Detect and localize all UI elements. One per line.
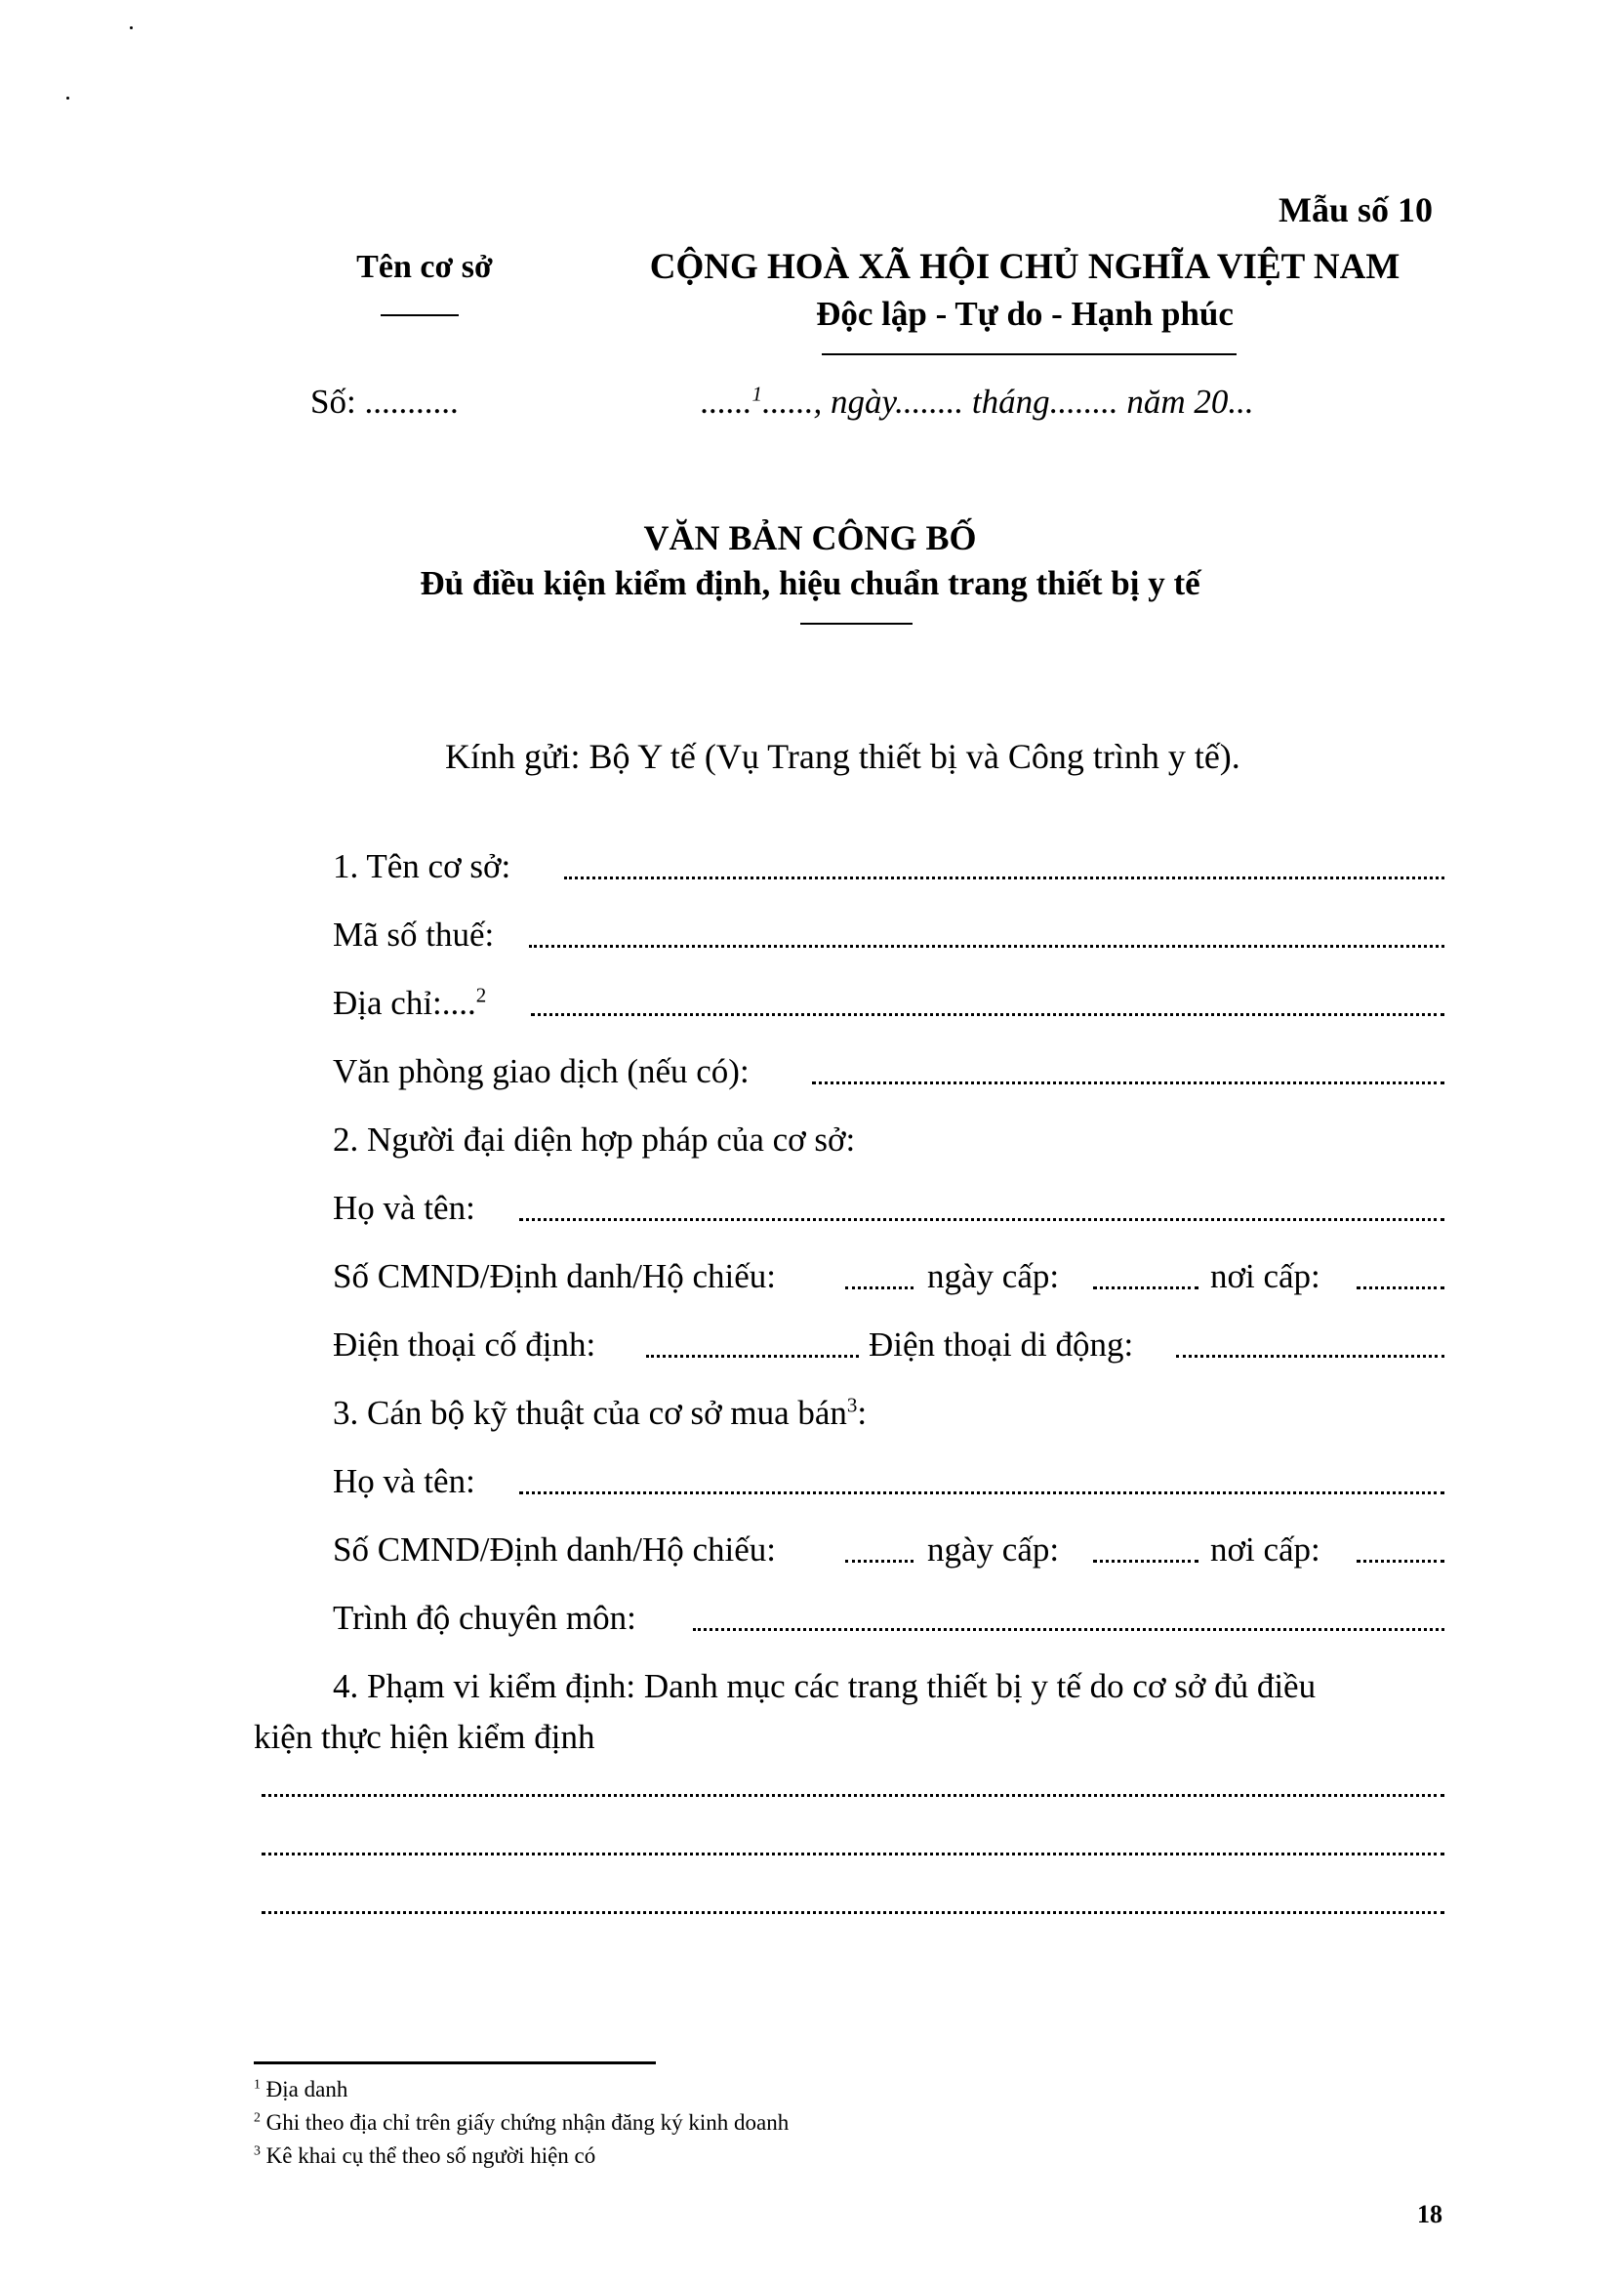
field-tech-id-date-label: ngày cấp: bbox=[927, 1530, 1060, 1569]
field-tech-id-date-input[interactable] bbox=[1093, 1560, 1198, 1563]
field-tech-name-label: Họ và tên: bbox=[333, 1462, 475, 1500]
field-org-name-label: 1. Tên cơ sở: bbox=[333, 847, 511, 885]
title-underline bbox=[800, 623, 913, 625]
field-phone-mobile-input[interactable] bbox=[1176, 1355, 1444, 1358]
page-number: 18 bbox=[1417, 2200, 1442, 2228]
field-qualification-input[interactable] bbox=[693, 1628, 1444, 1631]
footnote-2: $^2$ Ghi theo địa chỉ trên giấy chứng nhận đăng ký kinh doanh bbox=[254, 2109, 790, 2135]
field-rep-id-input[interactable] bbox=[845, 1286, 914, 1289]
field-address-input[interactable] bbox=[531, 1013, 1444, 1016]
field-tech-id-label: Số CMND/Định danh/Hộ chiếu: bbox=[333, 1530, 777, 1569]
field-org-name-input[interactable] bbox=[564, 877, 1444, 879]
field-tech-id-place-label: nơi cấp: bbox=[1210, 1530, 1320, 1569]
field-tax-label: Mã số thuế: bbox=[333, 916, 495, 954]
field-tech-id-input[interactable] bbox=[845, 1560, 914, 1563]
org-underline bbox=[381, 314, 459, 316]
document-subtitle: Đủ điều kiện kiểm định, hiệu chuẩn trang thiết bị y tế bbox=[420, 564, 1200, 602]
scan-speck bbox=[130, 26, 133, 29]
field-phone-fixed-label: Điện thoại cố định: bbox=[333, 1325, 596, 1364]
footnote-1: $^1$ Địa danh bbox=[254, 2076, 348, 2101]
document-title: VĂN BẢN CÔNG BỐ bbox=[643, 518, 977, 557]
form-number: Mẫu số 10 bbox=[1279, 190, 1434, 229]
section-3-heading: 3. Cán bộ kỹ thuật của cơ sở mua bán$^3$: bbox=[333, 1393, 868, 1432]
footnote-separator bbox=[254, 2061, 656, 2064]
field-tech-name-input[interactable] bbox=[519, 1491, 1444, 1494]
field-address-label: Địa chỉ:....$^2$ bbox=[333, 983, 487, 1022]
motto: Độc lập - Tự do - Hạnh phúc bbox=[816, 295, 1234, 333]
section-4-heading-cont: kiện thực hiện kiểm định bbox=[254, 1718, 595, 1756]
field-tax-input[interactable] bbox=[529, 945, 1444, 948]
scope-line-2[interactable] bbox=[262, 1853, 1444, 1855]
footnote-3: $^3$ Kê khai cụ thể theo số người hiện có bbox=[254, 2142, 596, 2168]
field-rep-id-place-input[interactable] bbox=[1357, 1286, 1444, 1289]
scan-speck bbox=[66, 97, 69, 100]
field-office-input[interactable] bbox=[812, 1081, 1444, 1084]
country-name: CỘNG HOÀ XÃ HỘI CHỦ NGHĨA VIỆT NAM bbox=[649, 247, 1401, 287]
scope-line-1[interactable] bbox=[262, 1794, 1444, 1797]
number-label: Số: ........... bbox=[310, 383, 459, 421]
section-2-heading: 2. Người đại diện hợp pháp của cơ sở: bbox=[333, 1121, 856, 1159]
field-rep-id-label: Số CMND/Định danh/Hộ chiếu: bbox=[333, 1257, 777, 1295]
field-rep-name-label: Họ và tên: bbox=[333, 1189, 475, 1227]
field-rep-id-date-label: ngày cấp: bbox=[927, 1257, 1060, 1295]
date-line: ......$^1$......, ngày........ tháng........ năm 20... bbox=[701, 382, 1254, 421]
field-phone-mobile-label: Điện thoại di động: bbox=[869, 1325, 1134, 1364]
field-rep-name-input[interactable] bbox=[519, 1218, 1444, 1221]
field-office-label: Văn phòng giao dịch (nếu có): bbox=[333, 1052, 750, 1090]
section-4-heading: 4. Phạm vi kiểm định: Danh mục các trang thiết bị y tế do cơ sở đủ điều bbox=[333, 1667, 1317, 1705]
motto-underline bbox=[822, 353, 1237, 355]
org-name: Tên cơ sở bbox=[356, 249, 493, 285]
field-qualification-label: Trình độ chuyên môn: bbox=[333, 1599, 636, 1637]
field-rep-id-place-label: nơi cấp: bbox=[1210, 1257, 1320, 1295]
field-rep-id-date-input[interactable] bbox=[1093, 1286, 1198, 1289]
recipient: Kính gửi: Bộ Y tế (Vụ Trang thiết bị và Công trình y tế). bbox=[445, 737, 1240, 776]
field-phone-fixed-input[interactable] bbox=[646, 1355, 859, 1358]
field-tech-id-place-input[interactable] bbox=[1357, 1560, 1444, 1563]
scope-line-3[interactable] bbox=[262, 1911, 1444, 1914]
